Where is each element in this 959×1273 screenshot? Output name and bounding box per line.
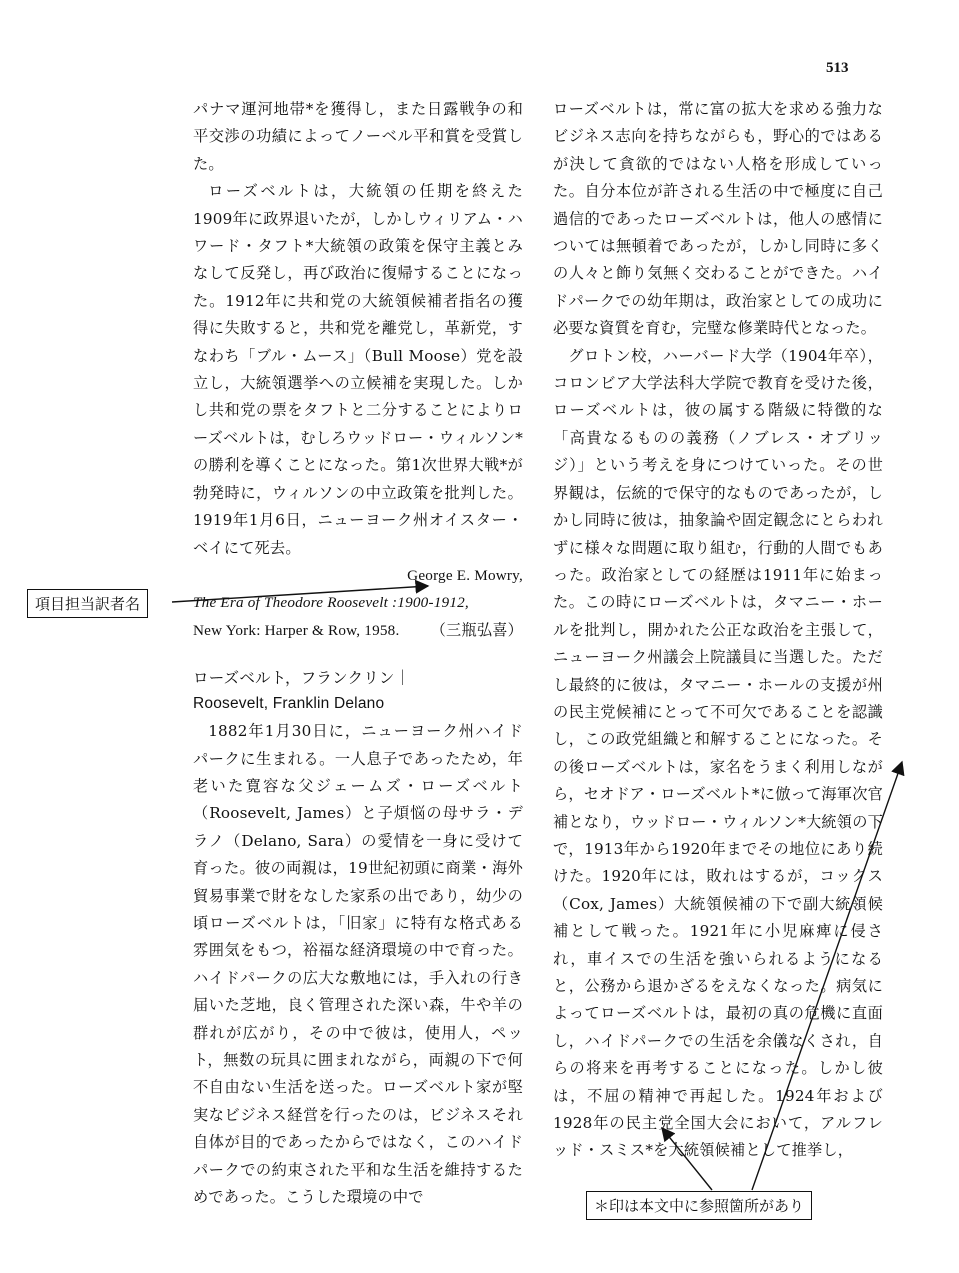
citation-title: The Era of Theodore Roosevelt :1900-1912, (193, 594, 469, 612)
entry-heading-ja: ローズベルト，フランクリン｜ (193, 669, 411, 688)
paragraph: ローズベルトは，常に富の拡大を求める強力なビジネス志向を持ちながらも，野心的ではあるが決して貪欲的ではない人格を形成していった。自分本位が許される生活の中で極度に自己過信的であったローズベルトは，他人の感情については無頓着であったが，しかし同時に多くの人々と飾り気無く交わることができた。ハイドパークでの幼年期は，政治家としての成功に必要な資質を育む，完璧な修業時代となった。 (553, 100, 883, 338)
paragraph: パナマ運河地帯*を獲得し，また日露戦争の和平交渉の功績によってノーベル平和賞を受賞した。 (193, 100, 523, 173)
translator-arrow (172, 586, 428, 602)
paragraph: ローズベルトは，大統領の任期を終えた1909年に政界退いたが，しかしウィリアム・ハワード・タフト*大統領の政策を保守主義とみなして反発し，再び政治に復帰することになった。1912年に共和党の大統領候補者指名の獲得に失敗すると，共和党を離党し，革新党，すなわち「ブル・ムース」（Bull Moose）党を設立し，大統領選挙への立候補を実現した。しかし共和党の票をタフトと二分することによりローズベルトは，むしろウッドロー・ウィルソン*の勝利を導くことになった。第1次世界大戦*が勃発時に，ウィルソンの中立政策を批判した。1919年1月6日，ニューヨーク州オイスター・ベイにて死去。 (193, 182, 523, 557)
translator-callout: 項目担当訳者名 (27, 589, 148, 618)
translator-name: （三瓶弘喜） (430, 621, 523, 639)
asterisk-arrow-left (662, 1128, 712, 1190)
page-number: 513 (826, 60, 849, 76)
asterisk-callout: ＊印は本文中に参照箇所があり (586, 1191, 812, 1220)
citation-publisher: New York: Harper & Row, 1958. (193, 621, 400, 639)
paragraph: 1882年1月30日に，ニューヨーク州ハイドパークに生まれる。一人息子であったため，年老いた寛容な父ジェームズ・ローズベルト（Roosevelt, James）と子煩悩の母サラ・デラノ（Delano, Sara）の愛情を一身に受けて育った。彼の両親は，19世紀初頭に商業・海外貿易事業で財をなした家系の出であり，幼少の頃ローズベルトは，「旧家」に特有な格式ある雰囲気をもつ，裕福な経済環境の中で育った。ハイドパークの広大な敷地には，手入れの行き届いた芝地，良く管理された深い森，牛や羊の群れが広がり，その中で彼は，使用人，ペット，無数の玩具に囲まれながら，両親の下で何不自由ない生活を送った。ローズベルト家が堅実なビジネス経営を行ったのは，ビジネスそれ自体が目的であったからではなく，このハイドパークでの約束された平和な生活を維持するためであった。こうした環境の中で (193, 722, 523, 1207)
paragraph: グロトン校，ハーバード大学（1904年卒），コロンビア大学法科大学院で教育を受けた後，ローズベルトは，彼の属する階級に特徴的な「高貴なるものの義務（ノブレス・オブリッジ）」という考えを身につけていった。その世界観は，伝統的で保守的なものであったが，しかし同時に彼は，抽象論や固定観念にとらわれずに様々な問題に取り組む，行動的人間でもあった。政治家としての経歴は1911年に始まった。この時にローズベルトは，タマニー・ホールを批判し，開かれた公正な政治を主張して，ニューヨーク州議会上院議員に当選した。ただし最終的に彼は，タマニー・ホールの支援が州の民主党候補にとって不可欠であることを認識し，この政党組織と和解することになった。その後ローズベルトは，家名をうまく利用しながら，セオドア・ローズベルト*に倣って海軍次官補となり，ウッドロー・ウィルソン*大統領の下で，1913年から1920年までその地位にあり続けた。1920年には，敗れはするが，コックス（Cox, James）大統領候補の下で副大統領候補として戦った。1921年に小児麻痺に侵され，車イスでの生活を強いられるようになると，公務から退かざるをえなくなった。病気によってローズベルトは，最初の真の危機に直面し，ハイドパークでの生活を余儀なくされ，自らの将来を再考することになった。しかし彼は，不屈の精神で再起した。1924年および1928年の民主党全国大会において，アルフレッド・スミス*を大統領候補として推挙し， (553, 346, 883, 1160)
asterisk-arrow-right (752, 762, 902, 1190)
entry-heading-en: Roosevelt, Franklin Delano (193, 695, 385, 713)
citation-author: George E. Mowry, (407, 566, 523, 584)
